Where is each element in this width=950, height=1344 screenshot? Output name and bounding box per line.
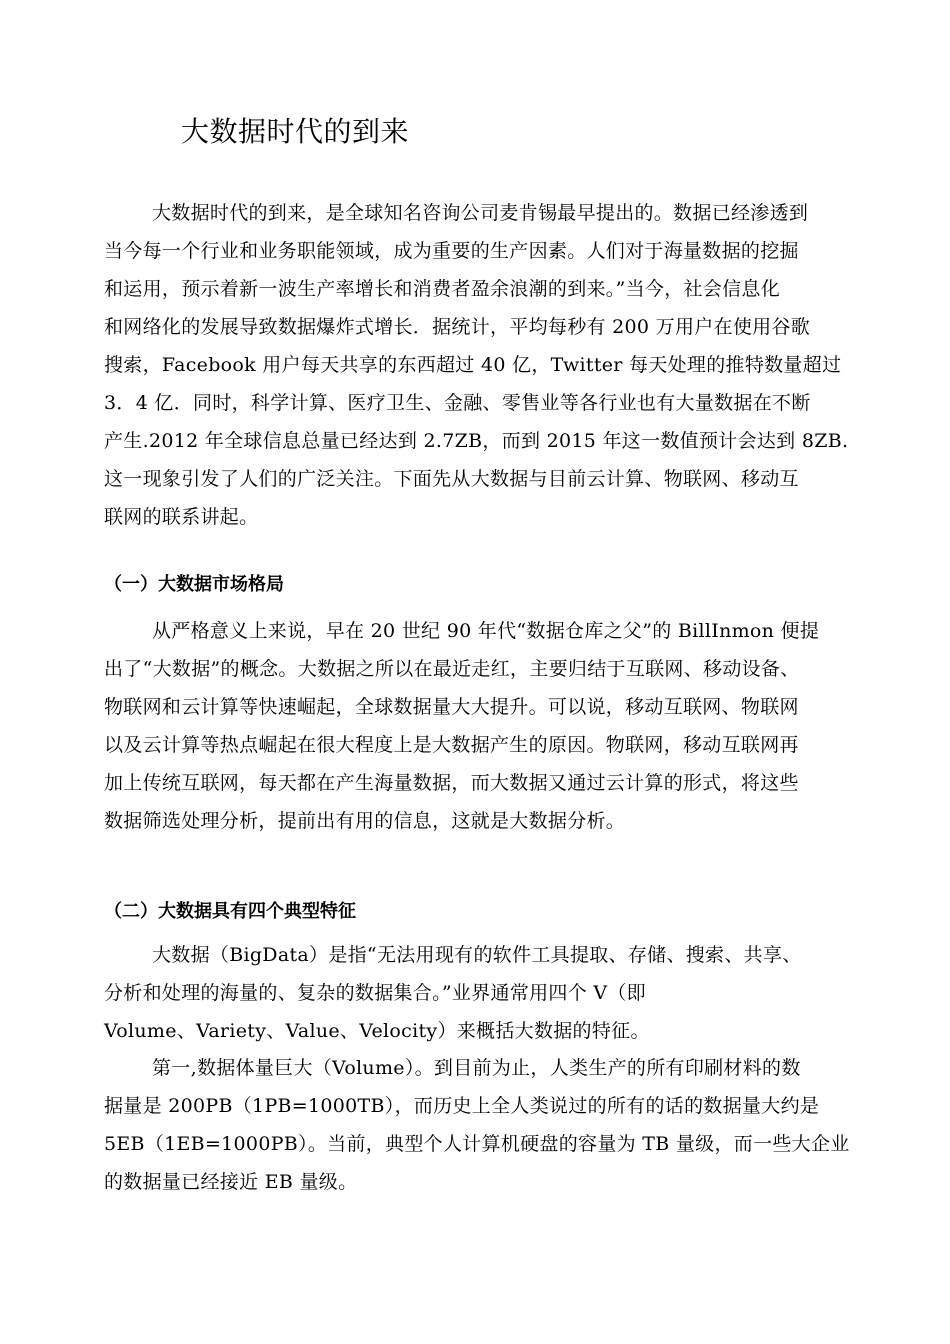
intro-line: 和网络化的发展导致数据爆炸式增长．据统计，平均每秒有 200 万用户在使用谷歌 xyxy=(104,316,811,338)
intro-line: 这一现象引发了人们的广泛关注。下面先从大数据与目前云计算、物联网、移动互 xyxy=(104,468,799,490)
volume-line: 据量是 200PB（1PB=1000TB），而历史上全人类说过的所有的话的数据量大约是 xyxy=(104,1095,820,1117)
market-line: 从严格意义上来说，早在 20 世纪 90 年代“数据仓库之父”的 BillInmon 便提 xyxy=(152,620,820,642)
intro-line: 当今每一个行业和业务职能领域，成为重要的生产因素。人们对于海量数据的挖掘 xyxy=(104,240,799,262)
section-heading-features: （二）大数据具有四个典型特征 xyxy=(104,901,356,922)
market-paragraph xyxy=(104,612,844,840)
intro-line: 产生.2012 年全球信息总量已经达到 2.7ZB，而到 2015 年这一数值预计会达到 8ZB. xyxy=(104,430,849,452)
volume-line: 的数据量已经接近 EB 量级。 xyxy=(104,1171,358,1193)
features-line: Volume、Variety、Value、Velocity）来概括大数据的特征。 xyxy=(104,1020,650,1042)
document-title: 大数据时代的到来 xyxy=(181,115,410,148)
features-definition-paragraph xyxy=(104,936,844,1050)
section-heading-market: （一）大数据市场格局 xyxy=(104,574,284,595)
intro-line: 大数据时代的到来，是全球知名咨询公司麦肯锡最早提出的。数据已经渗透到 xyxy=(152,202,809,224)
market-line: 数据筛选处理分析，提前出有用的信息，这就是大数据分析。 xyxy=(104,810,626,832)
features-line: 大数据（BigData）是指“无法用现有的软件工具提取、存储、搜索、共享、 xyxy=(152,944,802,966)
volume-paragraph xyxy=(104,1049,850,1201)
intro-line: 联网的联系讲起。 xyxy=(104,506,259,528)
volume-line: 第一,数据体量巨大（Volume）。到目前为止，人类生产的所有印刷材料的数 xyxy=(152,1057,801,1079)
intro-line: 3．4 亿．同时，科学计算、医疗卫生、金融、零售业等各行业也有大量数据在不断 xyxy=(104,392,811,414)
market-line: 加上传统互联网，每天都在产生海量数据，而大数据又通过云计算的形式，将这些 xyxy=(104,772,799,794)
intro-line: 和运用，预示着新一波生产率增长和消费者盈余浪潮的到来。”当今，社会信息化 xyxy=(104,278,781,300)
volume-line: 5EB（1EB=1000PB）。当前，典型个人计算机硬盘的容量为 TB 量级，而一些大企业 xyxy=(104,1133,850,1155)
features-line: 分析和处理的海量的、复杂的数据集合。”业界通常用四个 V（即 xyxy=(104,982,646,1004)
market-line: 物联网和云计算等快速崛起，全球数据量大大提升。可以说，移动互联网、物联网 xyxy=(104,696,799,718)
intro-paragraph xyxy=(104,194,849,536)
intro-line: 搜索，Facebook 用户每天共享的东西超过 40 亿，Twitter 每天处理的推特数量超过 xyxy=(104,354,842,376)
market-line: 出了“大数据”的概念。大数据之所以在最近走红，主要归结于互联网、移动设备、 xyxy=(104,658,800,680)
market-line: 以及云计算等热点崛起在很大程度上是大数据产生的原因。物联网，移动互联网再 xyxy=(104,734,799,756)
